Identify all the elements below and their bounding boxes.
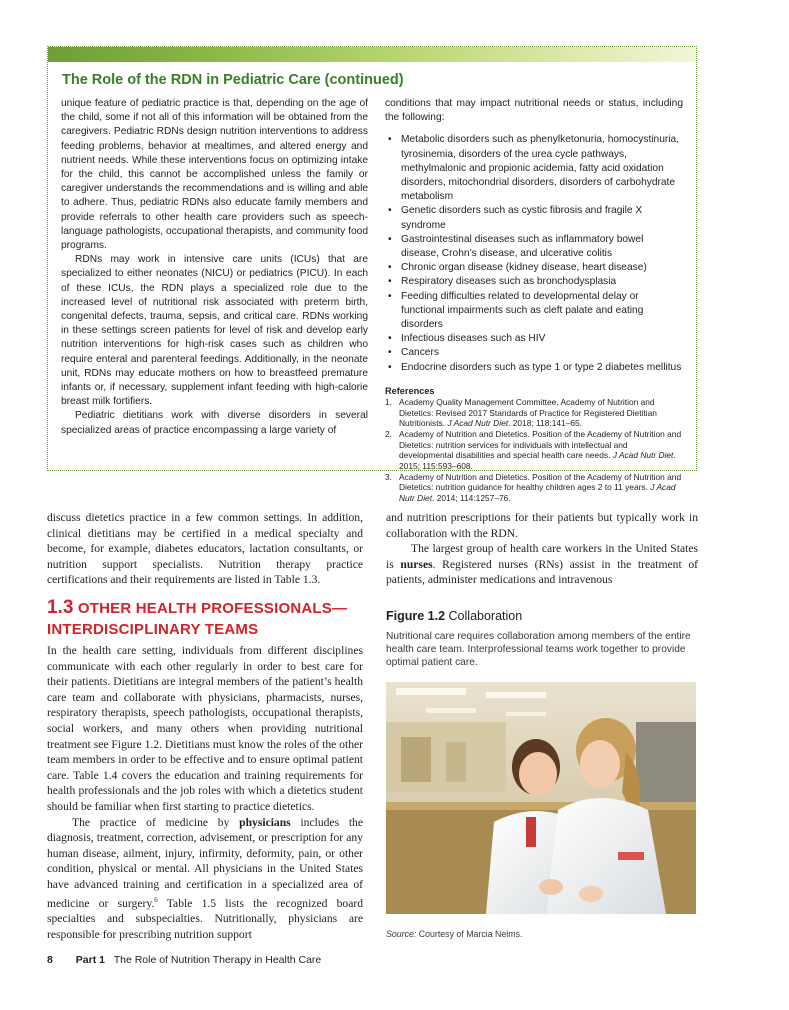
list-item: • Chronic organ disease (kidney disease, heart disease) bbox=[385, 261, 683, 275]
figure-name: Collaboration bbox=[448, 609, 523, 623]
figure-source bbox=[386, 929, 522, 939]
body-text: The practice of medicine by bbox=[72, 815, 240, 829]
list-item: • Gastrointestinal diseases such as inflammatory bowel disease, Crohn’s disease, and ulcerative colitis bbox=[385, 233, 683, 261]
reference-journal: J Acad Nutr Diet bbox=[399, 482, 676, 504]
list-item: • Feeding difficulties related to developmental delay or functional impairments such as cleft palate and eating disorders bbox=[385, 290, 683, 333]
collaboration-photo-illustration bbox=[386, 682, 696, 914]
page-number: 8 bbox=[47, 954, 53, 966]
sidebar-paragraph: unique feature of pediatric practice is that, depending on the age of the child, some if not all of this information will be obtained from the caregivers. Pediatric RDNs design nutrition interventions to address feeding problems, behavior at mealtimes, and altered energy and nutrient needs. While these interventions focus on optimizing intake for the child, this cannot be accomplished unless the family or caregiver understands the recommendations and is willing and able to adhere. Thus, pediatric RDNs also educate family members and provide referrals to other health care providers such as speech-language pathologists, occupational therapists, and community food programs. bbox=[61, 98, 368, 252]
figure-label: Figure 1.2 bbox=[386, 609, 446, 623]
reference-text: Academy of Nutrition and Dietetics. Position of the Academy of Nutrition and Dietetics: nutrition guidance for healthy children ages 2 to 11 years. bbox=[399, 471, 682, 493]
body-paragraph: In the health care setting, individuals from different disciplines communicate with each other regularly in order to best care for their patients. Dietitians are integral members of the patient’s health care team and collaborate with physicians, pharmacists, nurses, respiratory therapists, speech pathologists, occupational therapists, social workers, and many others when providing nutritional treatment see Figure 1.2. Dietitians must know the roles of the other team members in order to be effective and to ensure optimal patient care. Table 1.4 covers the education and training requirements for health professionals and the job roles with which a dietetics student should be familiar when first starting to practice dietetics. bbox=[47, 644, 363, 813]
body-paragraph bbox=[386, 541, 698, 588]
reference-number: 3. bbox=[385, 471, 392, 482]
list-item: • Genetic disorders such as cystic fibrosis and fragile X syndrome bbox=[385, 204, 683, 232]
sidebar-title: The Role of the RDN in Pediatric Care (continued) bbox=[62, 72, 404, 88]
part-title: The Role of Nutrition Therapy in Health Care bbox=[113, 954, 322, 966]
figure-photo bbox=[386, 682, 696, 914]
section-heading bbox=[47, 597, 367, 640]
section-title: OTHER HEALTH PROFESSIONALS— INTERDISCIPLINARY TEAMS bbox=[47, 600, 348, 638]
figure-caption: Nutritional care requires collaboration among members of the entire health care team. Interprofessional teams work together to provide optimal patient care. bbox=[386, 631, 691, 668]
list-item: • Endocrine disorders such as type 1 or type 2 diabetes mellitus bbox=[385, 361, 683, 375]
sidebar-left-column bbox=[61, 97, 368, 438]
reference-text: Academy of Nutrition and Dietetics. Position of the Academy of Nutrition and Dietetics: nutrition services for individuals with intellectual and developmental disabilities and special health care needs. bbox=[399, 428, 682, 461]
reference-number: 2. bbox=[385, 428, 392, 439]
conditions-list bbox=[385, 133, 683, 374]
list-item: • Respiratory diseases such as bronchodysplasia bbox=[385, 275, 683, 289]
sidebar-right-column bbox=[385, 97, 683, 504]
reference-journal: J Acad Nutr Diet bbox=[447, 418, 509, 429]
sidebar-intro: conditions that may impact nutritional needs or status, including the following: bbox=[385, 98, 683, 124]
main-right-body bbox=[386, 510, 698, 588]
body-text: The largest group of health care workers in the United States is bbox=[386, 542, 698, 571]
reference-number: 1. bbox=[385, 396, 392, 407]
figure-title bbox=[386, 609, 522, 623]
reference-tail: . 2018; 118:141–65. bbox=[508, 418, 582, 429]
list-item: • Cancers bbox=[385, 346, 683, 360]
source-label: Source: bbox=[386, 929, 417, 939]
references-heading: References bbox=[385, 385, 435, 396]
list-item: • Infectious diseases such as HIV bbox=[385, 332, 683, 346]
citation-superscript: 6 bbox=[154, 895, 158, 904]
body-text: includes the diagnosis, treatment, correction, advisement, or prescription for any human disease, ailment, injury, infirmity, deformity, pain, or other condition, physical or mental. All physicians in the United States have advanced training and certification in a specialized area of medicine or surgery. bbox=[47, 815, 363, 910]
references-list bbox=[385, 397, 683, 504]
section-number: 1.3 bbox=[47, 597, 74, 618]
reference-tail: . 2014; 114:1257–76. bbox=[432, 493, 511, 504]
main-left-intro bbox=[47, 510, 363, 588]
page-footer bbox=[47, 954, 321, 966]
reference-tail: . 2015; 115:593–608. bbox=[399, 450, 676, 472]
body-paragraph bbox=[47, 815, 363, 943]
body-text: Table 1.5 lists the recognized board specialties and subspecialties. Nutritionally, physicians are responsible for prescribing nutrition support bbox=[47, 896, 364, 941]
key-term: nurses bbox=[400, 557, 433, 571]
sidebar-header-bar bbox=[48, 47, 696, 62]
reference-item bbox=[385, 429, 683, 472]
sidebar-paragraph: RDNs may work in intensive care units (ICUs) that are specialized to either neonates (NICU) or pediatrics (PICU). In each of these ICUs, the RDN plays a specialized role due to the increased level of nutritional risk associated with preterm birth, congenital defects, trauma, sepsis, and critical care. RDNs working in these settings screen patients for level of risk and develop early nutrition interventions for high-risk cases such as children who require enteral and parenteral feedings. Additionally, in the neonate unit, RDNs may educate mothers on how to breastfeed premature infants or, if necessary, supplement infant feeding with high-calorie breast milk fortifiers. bbox=[61, 254, 368, 408]
reference-item bbox=[385, 397, 683, 429]
key-term: physicians bbox=[239, 815, 291, 829]
part-label: Part 1 bbox=[75, 954, 105, 966]
source-text: Courtesy of Marcia Nelms. bbox=[418, 929, 523, 939]
sidebar-paragraph: Pediatric dietitians work with diverse disorders in several specialized areas of practice encompassing a large variety of bbox=[61, 410, 368, 436]
reference-text: Academy Quality Management Committee. Academy of Nutrition and Dietetics: Revised 2017 Standards of Practice for Registered Dietitian Nutritionists. bbox=[399, 396, 657, 429]
reference-journal: J Acad Nutr Diet bbox=[612, 450, 674, 461]
sidebar-box bbox=[47, 46, 697, 504]
reference-item bbox=[385, 472, 683, 504]
body-paragraph: and nutrition prescriptions for their patients but typically work in collaboration with the RDN. bbox=[386, 511, 698, 540]
main-left-body bbox=[47, 643, 363, 942]
list-item: • Metabolic disorders such as phenylketonuria, homocystinuria, tyrosinemia, disorders of the urea cycle pathways, methylmalonic and propionic acidemia, fatty acid oxidation disorders, mitochondrial disorders, disorders of carbohydrate metabolism bbox=[385, 133, 683, 204]
body-paragraph: discuss dietetics practice in a few common settings. In addition, clinical dietitians may be certified in a medical specialty and become, for example, diabetes educators, lactation consultants, or nutrition support specialists. Nutrition therapy practice certifications and their requirements are listed in Table 1.3. bbox=[47, 511, 363, 587]
body-text: . Registered nurses (RNs) assist in the treatment of patients, administer medications and intravenous bbox=[386, 557, 698, 587]
